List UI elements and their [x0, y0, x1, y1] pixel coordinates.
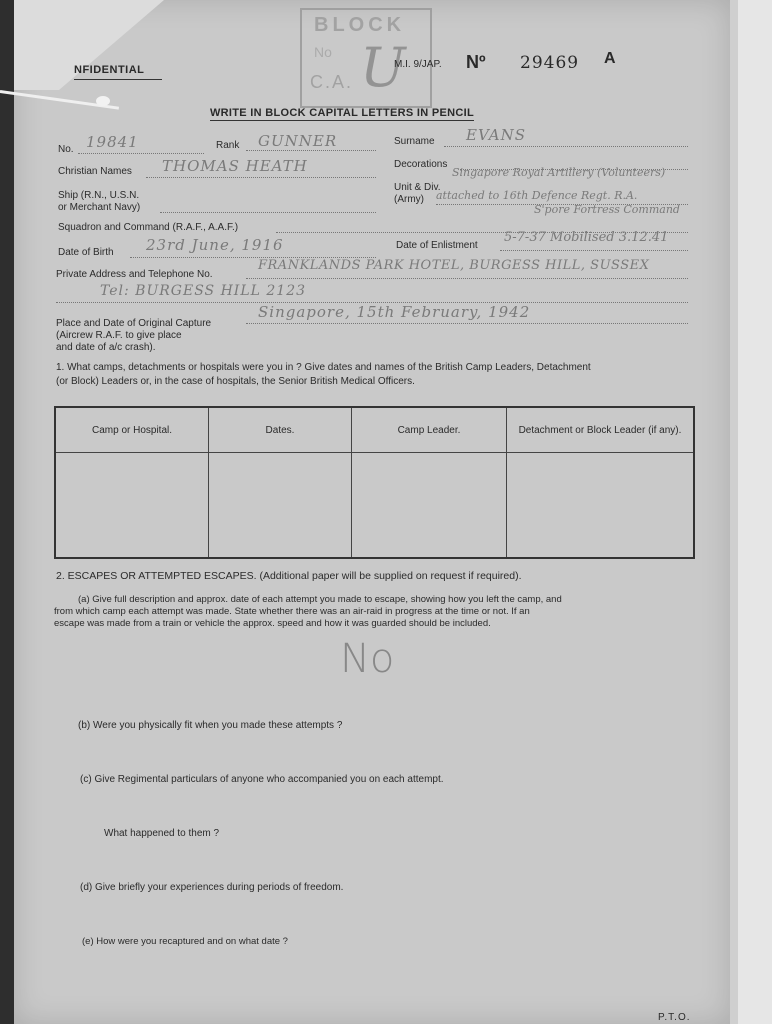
question-2b: (b) Were you physically fit when you made these attempts ?	[78, 720, 343, 731]
ship-label-2: or Merchant Navy)	[58, 202, 141, 213]
address-label: Private Address and Telephone No.	[56, 269, 213, 280]
instruction-heading: WRITE IN BLOCK CAPITAL LETTERS IN PENCIL	[210, 107, 474, 119]
address-value-2[interactable]: Tel: BURGESS HILL 2123	[100, 283, 307, 299]
enlistment-label: Date of Enlistment	[396, 240, 478, 251]
form-suffix: A	[604, 50, 616, 67]
pto-label: P.T.O.	[658, 1012, 691, 1023]
surname-value[interactable]: EVANS	[466, 126, 526, 144]
surname-line	[444, 146, 688, 147]
number-label: Nº	[466, 52, 486, 72]
question-2c-follow-up: What happened to them ?	[104, 828, 220, 839]
no-line	[78, 153, 204, 154]
question-1-line-2: (or Block) Leaders or, in the case of hospitals, the Senior British Medical Officers.	[56, 376, 415, 387]
dob-value[interactable]: 23rd June, 1916	[146, 236, 284, 254]
ship-label-1: Ship (R.N., U.S.N.	[58, 190, 140, 201]
form-number: 29469	[520, 53, 580, 73]
address-value-1[interactable]: FRANKLANDS PARK HOTEL, BURGESS HILL, SUSSEX	[258, 258, 650, 273]
col-camp-or-hospital: Camp or Hospital.	[55, 407, 209, 453]
christian-names-value[interactable]: THOMAS HEATH	[162, 157, 308, 175]
capture-label-3: and date of a/c crash).	[56, 342, 156, 353]
col-detachment-leader: Detachment or Block Leader (if any).	[507, 407, 695, 453]
capture-label-2: (Aircrew R.A.F. to give place	[56, 330, 182, 341]
unit-value-1[interactable]: Singapore Royal Artillery (Volunteers)	[452, 166, 666, 179]
block-stamp	[300, 8, 432, 108]
table-row	[55, 453, 694, 559]
string-knot	[96, 96, 110, 106]
stamp-line-1: BLOCK	[314, 14, 406, 36]
col-camp-leader: Camp Leader.	[352, 407, 507, 453]
rank-label: Rank	[216, 140, 240, 151]
rank-value[interactable]: GUNNER	[258, 132, 338, 150]
christian-names-line	[146, 177, 376, 178]
capture-value[interactable]: Singapore, 15th February, 1942	[258, 303, 531, 321]
surname-label: Surname	[394, 136, 435, 147]
cell-camp-leader[interactable]	[352, 453, 507, 559]
question-2c: (c) Give Regimental particulars of anyone who accompanied you on each attempt.	[80, 774, 444, 785]
christian-names-label: Christian Names	[58, 166, 132, 177]
escape-answer[interactable]: No	[340, 636, 395, 682]
rank-line	[246, 150, 376, 151]
confidential-label: NFIDENTIAL	[74, 64, 145, 76]
address-line-1	[246, 278, 688, 279]
decorations-label: Decorations	[394, 159, 448, 170]
cell-detachment-leader[interactable]	[507, 453, 695, 559]
question-2e: (e) How were you recaptured and on what date ?	[82, 936, 288, 947]
squadron-label: Squadron and Command (R.A.F., A.A.F.)	[58, 222, 239, 233]
question-2a-line-3: escape was made from a train or vehicle the approx. speed and how it was guarded should be included.	[54, 618, 491, 629]
dob-label: Date of Birth	[58, 247, 114, 258]
question-1-line-1: 1. What camps, detachments or hospitals were you in ? Give dates and names of the British Camp Leaders, Detachment	[56, 362, 591, 373]
stamp-line-3: C.A.	[310, 72, 354, 92]
question-2a-line-2: from which camp each attempt was made. State whether there was an air-raid in progress at the time or not. If an	[54, 606, 530, 617]
unit-value-2[interactable]: attached to 16th Defence Regt. R.A.	[436, 189, 638, 202]
question-2a-line-1: (a) Give full description and approx. date of each attempt you made to escape, showing how you left the camp, and	[78, 594, 562, 605]
unit-line	[436, 204, 688, 205]
cell-dates[interactable]	[209, 453, 352, 559]
no-label: No.	[58, 144, 74, 155]
unit-label-2: (Army)	[394, 194, 424, 205]
capture-label-1: Place and Date of Original Capture	[56, 318, 212, 329]
cell-camp[interactable]	[55, 453, 209, 559]
enlistment-line	[500, 250, 688, 251]
confidential-underline	[74, 79, 162, 80]
enlistment-value[interactable]: 5-7-37 Mobilised 3.12.41	[504, 230, 669, 245]
stamp-initial: U	[360, 36, 406, 99]
unit-label-1: Unit & Div.	[394, 182, 441, 193]
unit-value-3[interactable]: S'pore Fortress Command	[534, 203, 680, 216]
camps-table	[54, 406, 695, 559]
no-value[interactable]: 19841	[86, 133, 139, 151]
ship-line	[160, 212, 376, 213]
capture-line	[246, 323, 688, 324]
col-dates: Dates.	[209, 407, 352, 453]
mi9-reference: M.I. 9/JAP.	[394, 59, 442, 70]
background-right-page	[738, 0, 772, 1024]
question-2d: (d) Give briefly your experiences during periods of freedom.	[80, 882, 344, 893]
camps-table-header-row	[55, 407, 694, 453]
stamp-line-2: No	[314, 44, 332, 60]
question-2-title: 2. ESCAPES OR ATTEMPTED ESCAPES. (Additional paper will be supplied on request if required).	[56, 570, 522, 582]
